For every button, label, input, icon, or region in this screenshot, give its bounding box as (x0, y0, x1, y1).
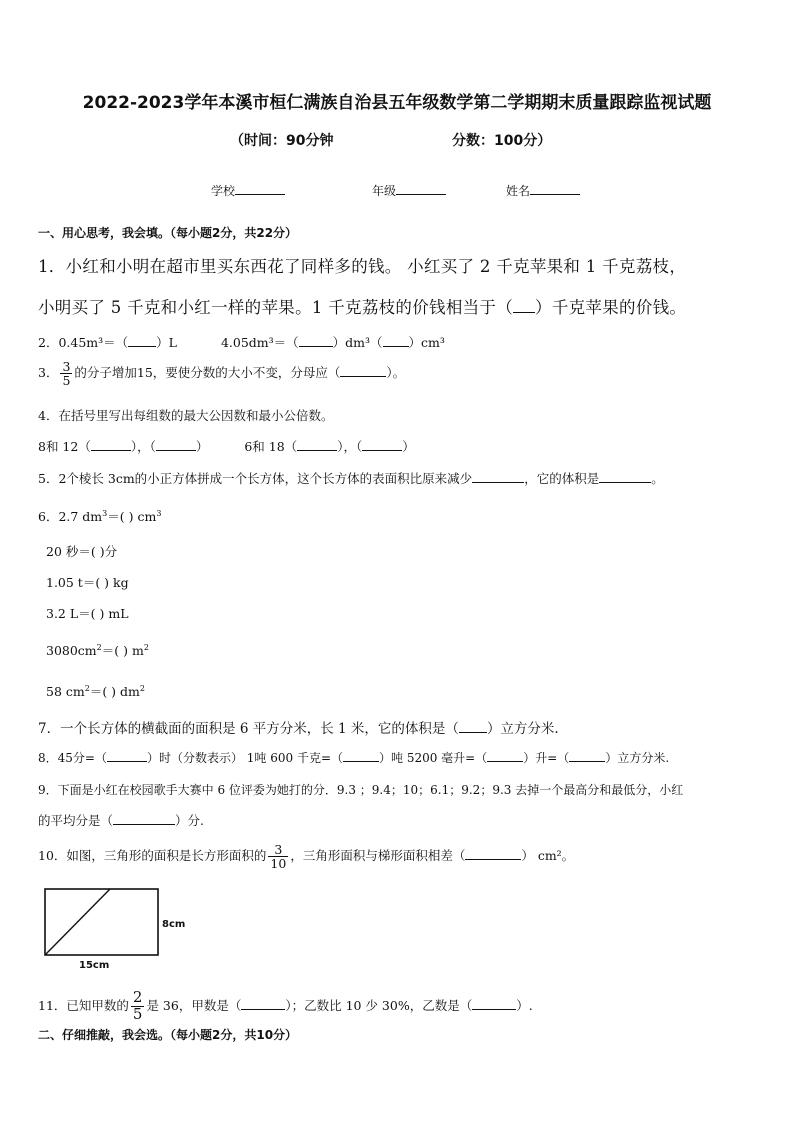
question-11-blank-1[interactable] (241, 1009, 285, 1010)
question-4-blank-2[interactable] (156, 450, 196, 451)
question-9-blank[interactable] (113, 824, 175, 825)
question-4-text-c: ） (195, 439, 209, 454)
name-blank[interactable] (530, 194, 580, 195)
q6-l5-a: 3080cm (46, 643, 97, 658)
question-8-blank-1[interactable] (107, 761, 147, 762)
question-3 (38, 360, 405, 387)
question-5 (38, 469, 664, 487)
question-11-text-d: ）. (516, 997, 533, 1013)
question-6-line-4: 3.2 L＝( ) mL (46, 606, 129, 621)
question-7-text-b: ）立方分米. (486, 721, 559, 737)
question-4-text-a: 8和 12（ (38, 439, 91, 454)
fraction-denominator: 10 (270, 856, 287, 872)
question-10-fraction (268, 843, 288, 870)
question-4-text-b: ），（ (130, 439, 156, 454)
question-5-blank-2[interactable] (599, 482, 651, 483)
question-9-line-1: 9．下面是小红在校园歌手大赛中 6 位评委为她打的分．9.3 ；9.4；10；6.1；9.2；9.3 去掉一个最高分和最低分，小红 (38, 783, 684, 797)
question-10-text-c: ） cm²。 (521, 848, 575, 864)
q6-l6-sup2: 2 (139, 683, 145, 693)
fraction-numerator: 3 (62, 359, 71, 374)
question-11-blank-2[interactable] (472, 1009, 516, 1010)
question-2-blank-3[interactable] (383, 346, 409, 347)
question-8-text-d: ）升=（ (523, 751, 570, 765)
q6-l6-sup: 2 (84, 683, 90, 693)
question-1-text-b: ）千克苹果的价钱。 (535, 298, 687, 317)
school-label: 学校 (211, 184, 236, 198)
q6-l1-b: ＝( ) cm (107, 509, 157, 524)
fraction-denominator: 5 (132, 1004, 143, 1023)
school-field (211, 182, 285, 199)
question-4-answers (38, 437, 415, 455)
question-10-text-b: ，三角形面积与梯形面积相差（ (290, 848, 466, 864)
grade-blank[interactable] (396, 194, 446, 195)
question-3-text-a: 的分子增加15，要使分数的大小不变，分母应（ (74, 365, 341, 381)
question-4-text-f: ） (402, 439, 415, 454)
question-11-text-b: 是 36，甲数是（ (146, 997, 242, 1013)
fraction-numerator: 3 (268, 843, 288, 857)
question-3-number: 3． (38, 365, 59, 381)
section-2-heading: 二、仔细推敲，我会选。（每小题2分，共10分） (38, 1028, 298, 1042)
q6-l5-sup2: 2 (143, 642, 149, 652)
school-blank[interactable] (235, 194, 285, 195)
question-8-text-c: ）吨 5200 毫升=（ (379, 751, 488, 765)
height-label: 8cm (162, 919, 186, 930)
question-8-text-b: ）时（分数表示） 1吨 600 千克=（ (146, 751, 344, 765)
question-3-blank[interactable] (340, 376, 386, 377)
question-10-text-a: 10．如图，三角形的面积是长方形面积的 (38, 848, 267, 864)
question-2-text-a: 2．0.45m³＝（ (38, 335, 129, 350)
question-4-text-e: ），（ (337, 439, 363, 454)
question-1-blank[interactable] (513, 312, 535, 313)
question-1-line-1: 1．小红和小明在超市里买东西花了同样多的钱。 小红买了 2 千克苹果和 1 千克荔枝， (38, 257, 687, 276)
question-2-text-b: ）L (156, 335, 177, 350)
question-2 (38, 333, 445, 351)
question-6-line-3: 1.05 t＝( ) kg (46, 575, 129, 590)
q6-l1-sup2: 3 (156, 508, 162, 518)
page-title: 2022-2023学年本溪市桓仁满族自治县五年级数学第二学期期末质量跟踪监视试题 (82, 93, 712, 113)
name-label: 姓名 (506, 184, 531, 198)
question-8-blank-2[interactable] (343, 761, 379, 762)
question-4: 4．在括号里写出每组数的最大公因数和最小公倍数。 (38, 408, 334, 423)
question-11-fraction (131, 990, 145, 1023)
question-6-line-5 (46, 641, 149, 659)
question-8-blank-4[interactable] (569, 761, 605, 762)
question-9-line-2 (38, 811, 204, 829)
question-3-text-b: ）。 (386, 365, 406, 381)
question-5-blank-1[interactable] (472, 482, 524, 483)
question-8-blank-3[interactable] (487, 761, 523, 762)
question-3-fraction (60, 360, 72, 387)
question-4-text-d: 6和 18（ (244, 439, 298, 454)
width-label: 15cm (79, 960, 110, 971)
exam-time: （时间：90分钟 (230, 133, 334, 149)
question-2-text-c: 4.05dm³＝（ (220, 335, 299, 350)
q6-l1-a: 6．2.7 dm (38, 509, 103, 524)
question-8-text-a: 8．45分=（ (38, 751, 107, 765)
question-4-blank-3[interactable] (297, 450, 337, 451)
question-1-text-a: 小明买了 5 千克和小红一样的苹果。1 千克荔枝的价钱相当于（ (38, 298, 514, 317)
question-2-blank-2[interactable] (299, 346, 333, 347)
grade-label: 年级 (372, 184, 397, 198)
question-11-text-c: ）；乙数比 10 少 30%，乙数是（ (285, 997, 473, 1013)
question-10-blank[interactable] (465, 859, 521, 860)
q6-l6-b: ＝( ) dm (89, 684, 140, 699)
q6-l5-sup: 2 (96, 642, 102, 652)
section-1-heading: 一、用心思考，我会填。（每小题2分，共22分） (38, 226, 298, 240)
question-4-blank-4[interactable] (362, 450, 402, 451)
question-7-blank[interactable] (459, 732, 487, 733)
question-7 (38, 717, 559, 737)
diagonal-line (45, 889, 110, 955)
fraction-denominator: 5 (62, 373, 71, 389)
question-11-text-a: 11．已知甲数的 (38, 997, 129, 1013)
rectangle-shape (45, 889, 158, 955)
question-10 (38, 843, 574, 870)
fraction-numerator: 2 (132, 988, 143, 1006)
grade-field (372, 182, 446, 199)
question-5-text-b: ，它的体积是 (524, 471, 600, 486)
question-1-line-2 (38, 294, 686, 318)
exam-score: 分数：100分） (452, 133, 552, 149)
question-6-line-2: 20 秒＝( )分 (46, 544, 118, 559)
question-6-line-6 (46, 682, 145, 700)
question-9-text-b: ）分. (175, 813, 204, 828)
q6-l1-sup: 3 (102, 508, 108, 518)
question-2-text-e: ）cm³ (408, 335, 445, 350)
name-field (506, 182, 580, 199)
question-11 (38, 990, 533, 1023)
q6-l6-a: 58 cm (46, 684, 85, 699)
question-5-text-a: 5．2个棱长 3cm的小正方体拼成一个长方体，这个长方体的表面积比原来减少 (38, 471, 473, 486)
question-4-blank-1[interactable] (91, 450, 131, 451)
question-2-text-d: ）dm³（ (332, 335, 383, 350)
question-2-blank-1[interactable] (128, 346, 156, 347)
question-9-text-a: 的平均分是（ (38, 813, 114, 828)
question-6-line-1 (38, 507, 161, 525)
question-8-text-e: ）立方分米. (605, 751, 670, 765)
question-8 (38, 749, 669, 766)
q6-l5-b: ＝( ) m (101, 643, 144, 658)
question-7-text-a: 7．一个长方体的横截面的面积是 6 平方分米，长 1 米，它的体积是（ (38, 721, 459, 737)
question-5-text-c: 。 (651, 471, 664, 486)
